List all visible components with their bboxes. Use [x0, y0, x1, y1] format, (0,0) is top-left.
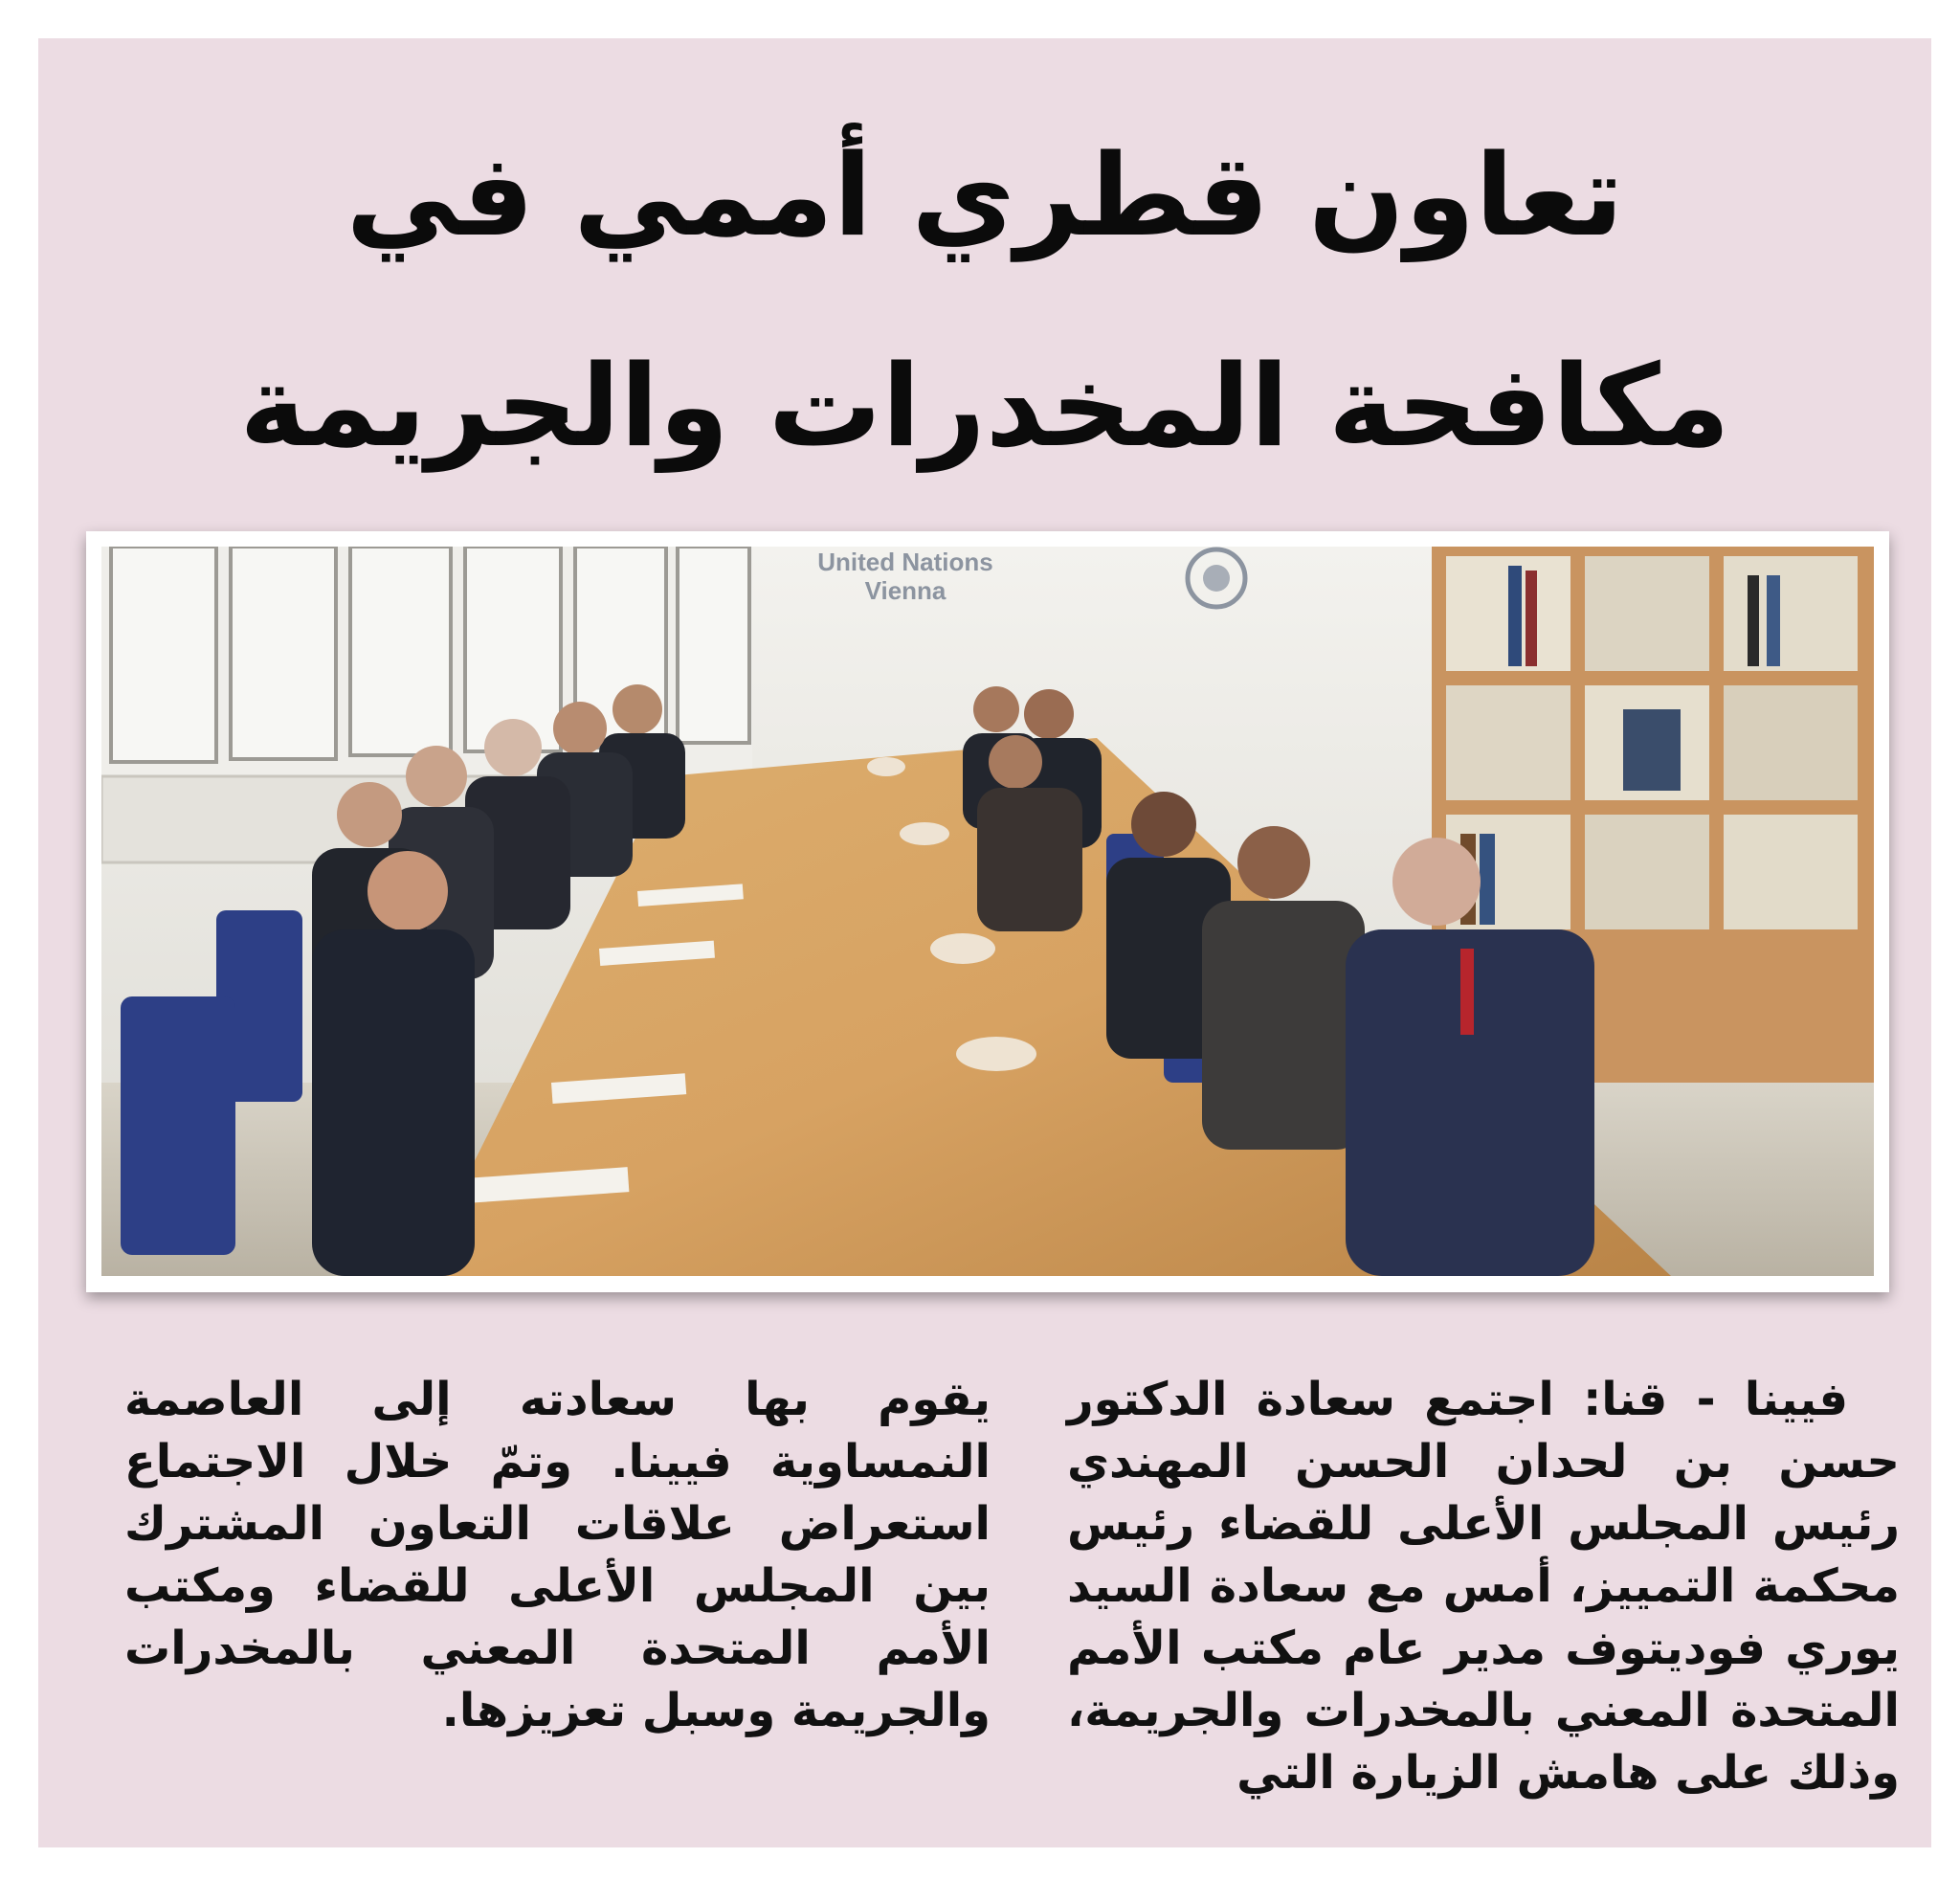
meeting-photo — [101, 547, 1874, 1276]
article-panel — [38, 38, 1931, 1847]
headline-line-1: تعاون قطري أممي في — [345, 129, 1624, 261]
photo-frame — [86, 531, 1889, 1292]
article-body-left-column: يقوم بها سعادته إلى العاصمة النمساوية فيينا. وتمّ خلال الاجتماع استعراض علاقات التعاون المشترك بين المجلس الأعلى للقضاء ومكتب الأمم المتحدة المعني بالمخدرات والجريمة وسبل تعزيزها. — [124, 1373, 991, 1737]
headline-line-2: مكافحة المخدرات والجريمة — [239, 340, 1730, 472]
article-body-right-column: فيينا - قنا: اجتمع سعادة الدكتور حسن بن لحدان الحسن المهندي رئيس المجلس الأعلى للقضاء رئيس محكمة التمييز، أمس مع سعادة السيد يوري فوديتوف مدير عام مكتب الأمم المتحدة المعني بالمخدرات والجريمة، وذلك على هامش الزيارة التي — [1067, 1373, 1900, 1800]
un-sign-line-2: Vienna — [864, 576, 947, 605]
un-sign-line-1: United Nations — [817, 548, 993, 576]
